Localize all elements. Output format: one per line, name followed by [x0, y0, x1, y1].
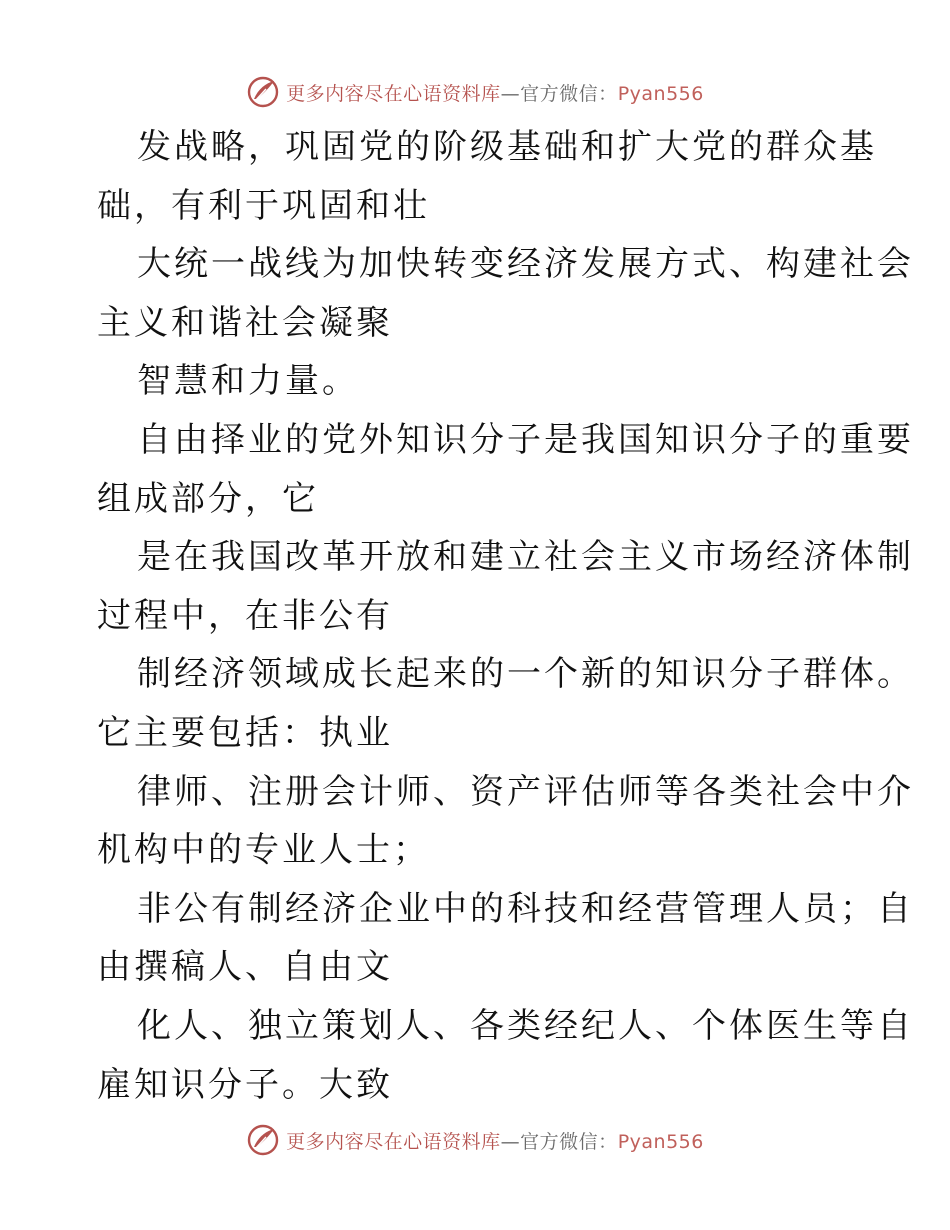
- body-line: 智慧和力量。: [137, 361, 359, 402]
- header-brand-text: 更多内容尽在心语资料库: [286, 82, 501, 105]
- body-line: 制经济领域成长起来的一个新的知识分子群体。: [137, 654, 914, 695]
- header-wechat-label: 官方微信：: [520, 82, 618, 105]
- body-line: 是在我国改革开放和建立社会主义市场经济体制: [137, 537, 914, 578]
- footer-brand-text: 更多内容尽在心语资料库: [286, 1130, 501, 1153]
- body-line: 由撰稿人、自由文: [97, 947, 393, 988]
- body-line: 化人、独立策划人、各类经纪人、个体医生等自: [137, 1005, 914, 1046]
- footer-banner-text: [286, 1127, 704, 1154]
- document-body: [97, 118, 914, 1114]
- header-banner-text: [286, 79, 704, 106]
- body-line: 过程中，在非公有: [97, 595, 393, 636]
- body-line: 自由择业的党外知识分子是我国知识分子的重要: [137, 419, 914, 460]
- body-line: 础，有利于巩固和壮: [97, 185, 430, 226]
- body-line: 主义和谐社会凝聚: [97, 302, 393, 343]
- body-line: 机构中的专业人士；: [97, 830, 430, 871]
- quill-seal-logo-icon: [246, 75, 280, 109]
- quill-seal-logo-icon: [246, 1123, 280, 1157]
- body-line: 雇知识分子。大致: [97, 1064, 393, 1105]
- body-line: 它主要包括：执业: [97, 712, 393, 753]
- footer-wechat-id: Pyan556: [617, 1130, 704, 1153]
- body-line: 非公有制经济企业中的科技和经营管理人员；自: [137, 888, 914, 929]
- body-line: 律师、注册会计师、资产评估师等各类社会中介: [137, 771, 914, 812]
- header-separator: —: [500, 82, 521, 105]
- body-line: 发战略，巩固党的阶级基础和扩大党的群众基: [137, 127, 877, 167]
- body-line: 组成部分，它: [97, 478, 319, 519]
- header-wechat-id: Pyan556: [617, 82, 704, 105]
- header-banner: [0, 72, 950, 112]
- footer-wechat-label: 官方微信：: [520, 1130, 618, 1153]
- footer-separator: —: [500, 1130, 521, 1153]
- footer-banner: [0, 1120, 950, 1160]
- body-line: 大统一战线为加快转变经济发展方式、构建社会: [137, 244, 914, 285]
